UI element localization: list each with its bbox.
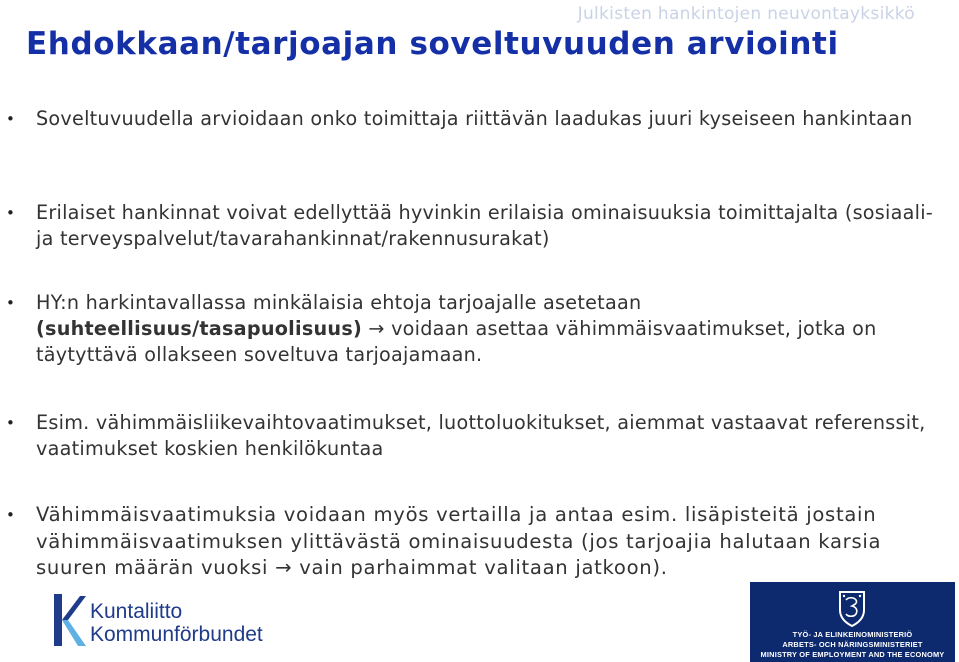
bullet-text-part-2: vain parhaimmat valitaan jatkoon).: [299, 556, 668, 579]
finnish-lion-emblem-icon: [832, 588, 872, 628]
right-arrow-icon: →: [368, 317, 385, 340]
bullet-text: Soveltuvuudella arvioidaan onko toimittaja riittävän laadukas juuri kyseiseen hankintaan: [36, 107, 913, 130]
bullet-dot-icon: •: [6, 294, 16, 312]
kuntaliitto-k-logo-icon: [50, 592, 86, 652]
bullet-item-discretion: [6, 290, 956, 368]
bullet-dot-icon: •: [6, 506, 16, 524]
ministry-name-en: MINISTRY OF EMPLOYMENT AND THE ECONOMY: [760, 650, 945, 659]
slide-title: Ehdokkaan/tarjoajan soveltuvuuden arviointi: [26, 26, 839, 62]
bullet-text-part-1: Vähimmäisvaatimuksia voidaan myös vertailla ja antaa esim. lisäpisteitä jostain vähimmäisvaatimuksen ylittävästä ominaisuudesta (jos tarjoajia halutaan karsia suuren määrän vuoksi: [36, 503, 882, 579]
bullet-bold-text: (suhteellisuus/tasapuolisuus): [36, 317, 363, 340]
bullet-dot-icon: •: [6, 204, 16, 222]
bullet-item-suitability: [6, 106, 956, 132]
bullet-dot-icon: •: [6, 110, 16, 128]
bullet-item-minimum-requirements: [6, 502, 956, 582]
bullet-text-part-2: voidaan asettaa vähimmäisvaatimukset, jotka on täytyttävä ollakseen soveltuva tarjoajamaan.: [36, 317, 877, 366]
kommunforbundet-name: Kommunförbundet: [90, 623, 263, 646]
bullet-text-part-1: HY:n harkintavallassa minkälaisia ehtoja tarjoajalle asetetaan: [36, 291, 642, 314]
organization-name: Julkisten hankintojen neuvontayksikkö: [577, 4, 915, 24]
ministry-name-sv: ARBETS- OCH NÄRINGSMINISTERIET: [782, 640, 923, 649]
kuntaliitto-logo: [50, 592, 300, 662]
bullet-text: Esim. vähimmäisliikevaihtovaatimukset, luottoluokitukset, aiemmat vastaavat referenssit, vaatimukset koskien henkilökuntaa: [36, 411, 926, 460]
ministry-logo: [750, 582, 955, 662]
right-arrow-icon: →: [275, 556, 293, 579]
ministry-name-fi: TYÖ- JA ELINKEINOMINISTERIÖ: [792, 630, 913, 639]
bullet-dot-icon: •: [6, 414, 16, 432]
bullet-item-different-procurements: [6, 200, 956, 252]
bullet-text: Erilaiset hankinnat voivat edellyttää hyvinkin erilaisia ominaisuuksia toimittajalta (sosiaali- ja terveyspalvelut/tavarahankinnat/rakennusurakat): [36, 201, 933, 250]
kuntaliitto-name: Kuntaliitto: [90, 600, 183, 623]
bullet-item-examples: [6, 410, 956, 462]
